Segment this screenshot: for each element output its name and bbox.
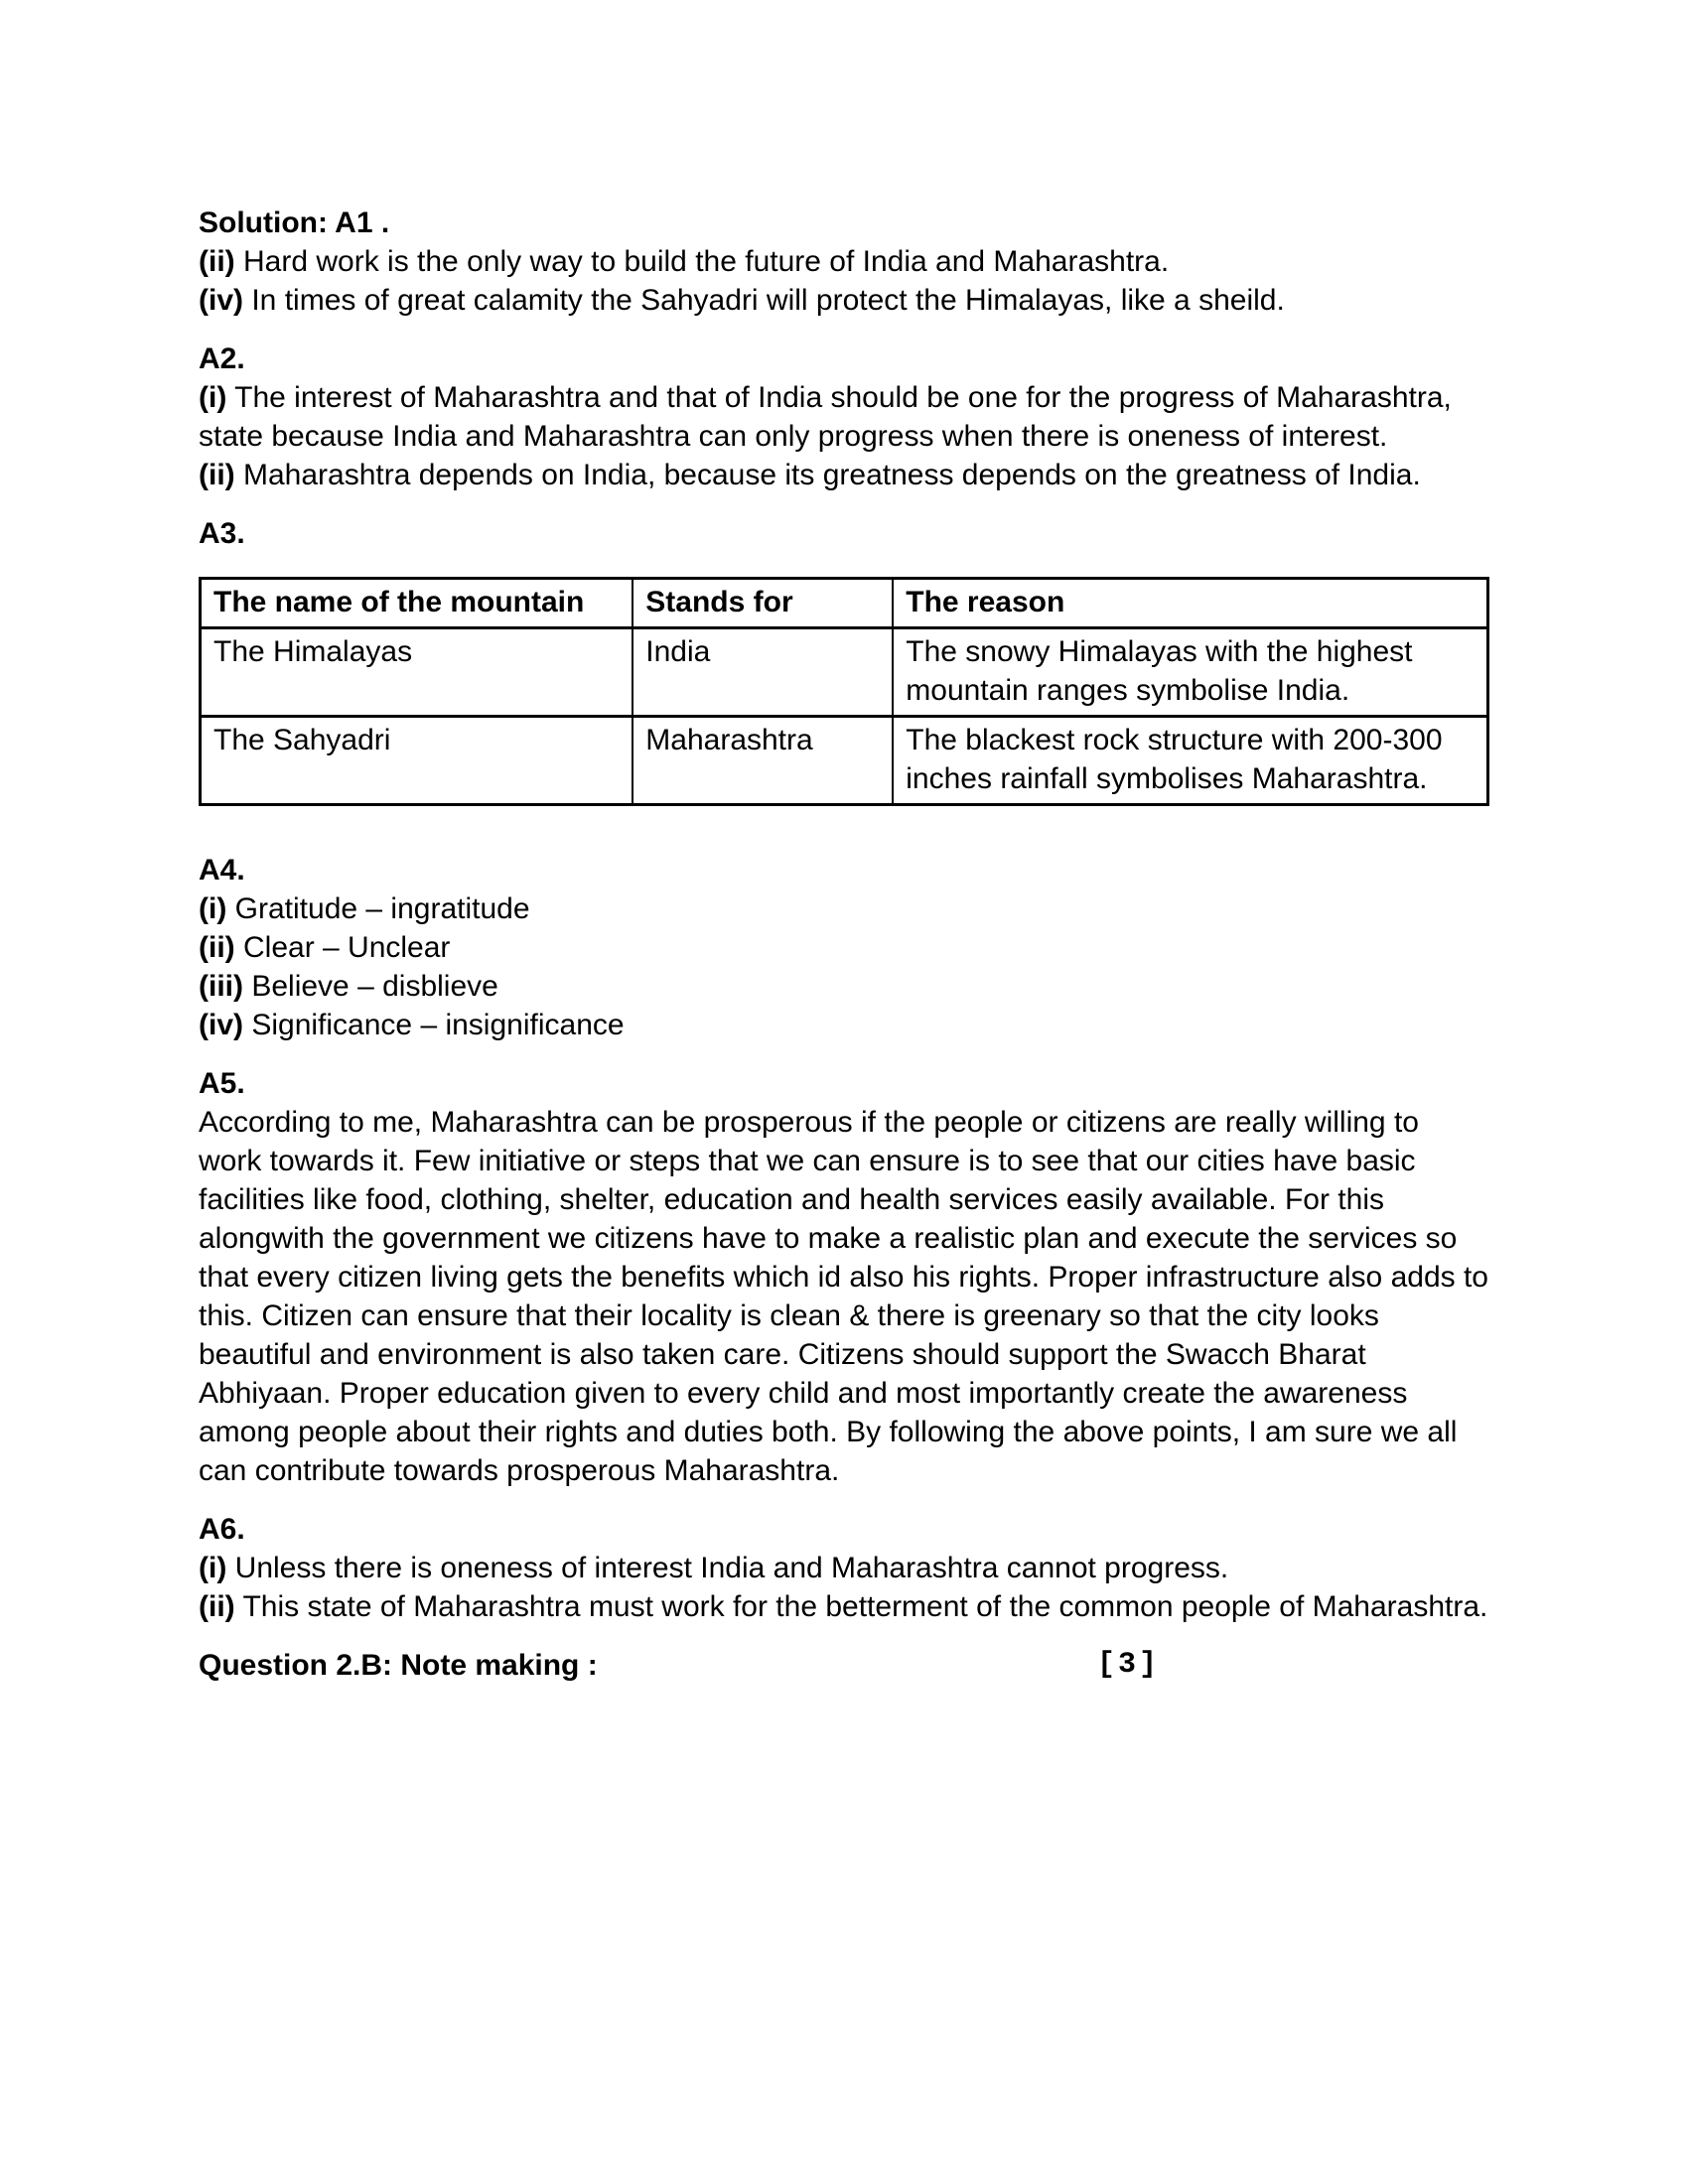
table-cell: The snowy Himalayas with the highest mountain ranges symbolise India. — [893, 628, 1487, 717]
question-2b-row — [199, 1646, 1489, 1685]
section-a2 — [199, 340, 1489, 494]
a6-item — [199, 1549, 1489, 1587]
item-marker: (ii) — [199, 1590, 235, 1623]
a5-paragraph: According to me, Maharashtra can be prosperous if the people or citizens are really willing to work towards it. Few initiative or steps that we can ensure is to see that our cities have basic facilities like food, clothing, shelter, education and health services easily available. For this alongwith the government we citizens have to make a realistic plan and execute the services so that every citizen living gets the benefits which id also his rights. Proper infrastructure also adds to this. Citizen can ensure that their locality is clean & there is greenary so that the city looks beautiful and environment is also taken care. Citizens should support the Swacch Bharat Abhiyaan. Proper education given to every child and most importantly create the awareness among people about their rights and duties both. By following the above points, I am sure we all can contribute towards prosperous Maharashtra. — [199, 1106, 1488, 1487]
marks-badge: [3] — [1097, 1648, 1161, 1682]
a4-item — [199, 967, 1489, 1006]
a1-item — [199, 281, 1489, 320]
table-cell: Maharashtra — [633, 717, 893, 805]
item-text: Significance – insignificance — [251, 1009, 625, 1041]
item-text: Hard work is the only way to build the future of India and Maharashtra. — [243, 245, 1170, 278]
section-a6 — [199, 1510, 1489, 1626]
item-marker: (i) — [199, 892, 227, 925]
item-text: Believe – disblieve — [251, 970, 498, 1003]
table-header-row — [201, 579, 1488, 628]
section-a1 — [199, 204, 1489, 320]
table-header-cell: The reason — [893, 579, 1487, 628]
section-a3 — [199, 514, 1489, 806]
section-a5 — [199, 1064, 1489, 1490]
a3-heading: A3. — [199, 517, 245, 550]
item-text: Gratitude – ingratitude — [234, 892, 530, 925]
table-cell: The Himalayas — [201, 628, 633, 717]
a4-item — [199, 1006, 1489, 1044]
item-marker: (ii) — [199, 931, 235, 964]
table-cell: The Sahyadri — [201, 717, 633, 805]
a2-item — [199, 456, 1489, 494]
question-2b-label: Question 2.B: Note making : — [199, 1649, 598, 1682]
a5-heading: A5. — [199, 1067, 245, 1100]
a2-item — [199, 378, 1489, 456]
item-marker: (ii) — [199, 245, 235, 278]
a6-heading: A6. — [199, 1513, 245, 1546]
a6-item — [199, 1587, 1489, 1626]
table-cell: India — [633, 628, 893, 717]
item-text: This state of Maharashtra must work for the betterment of the common people of Maharashtra. — [242, 1590, 1488, 1623]
mountain-table — [199, 577, 1489, 806]
item-text: Maharashtra depends on India, because its greatness depends on the greatness of India. — [243, 459, 1421, 491]
solution-heading: Solution: A1 . — [199, 206, 390, 239]
item-marker: (i) — [199, 1552, 227, 1584]
item-marker: (i) — [199, 381, 227, 414]
item-text: The interest of Maharashtra and that of India should be one for the progress of Maharashtra, state because India and Maharashtra can only progress when there is oneness of interest. — [199, 381, 1452, 453]
section-a4 — [199, 851, 1489, 1044]
item-text: Clear – Unclear — [243, 931, 451, 964]
table-cell: The blackest rock structure with 200-300 inches rainfall symbolises Maharashtra. — [893, 717, 1487, 805]
a4-item — [199, 889, 1489, 928]
a4-heading: A4. — [199, 854, 245, 887]
table-header-cell: The name of the mountain — [201, 579, 633, 628]
table-header-cell: Stands for — [633, 579, 893, 628]
item-text: In times of great calamity the Sahyadri will protect the Himalayas, like a sheild. — [251, 284, 1285, 317]
table-row — [201, 717, 1488, 805]
item-marker: (iii) — [199, 970, 243, 1003]
a1-item — [199, 242, 1489, 281]
item-marker: (iv) — [199, 1009, 243, 1041]
item-marker: (ii) — [199, 459, 235, 491]
item-marker: (iv) — [199, 284, 243, 317]
a4-item — [199, 928, 1489, 967]
table-row — [201, 628, 1488, 717]
a2-heading: A2. — [199, 342, 245, 375]
item-text: Unless there is oneness of interest India and Maharashtra cannot progress. — [234, 1552, 1229, 1584]
